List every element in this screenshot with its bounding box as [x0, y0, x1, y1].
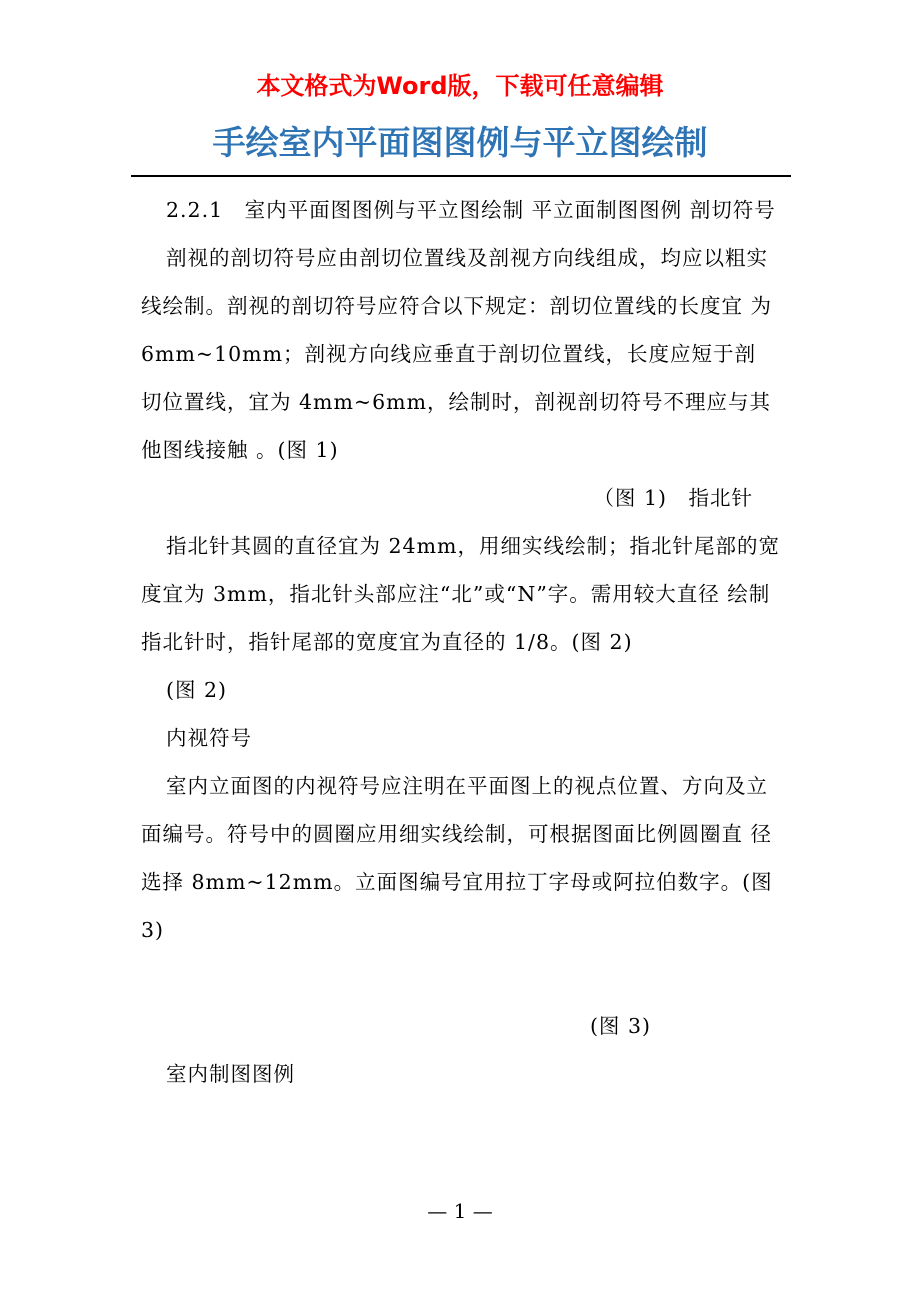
figure-3-space [141, 954, 781, 1002]
format-notice: 本文格式为Word版，下载可任意编辑 [256, 72, 664, 100]
north-arrow-paragraph: 指北针其圆的直径宜为 24mm，用细实线绘制；指北针尾部的宽 度宜为 3mm，指北针头部应注“北”或“N”字。需用较大直径 绘制指北针时，指针尾部的宽度宜为直径的 1/8。(图 2) [141, 534, 780, 654]
document-body [141, 186, 781, 1098]
figure-2-caption: (图 2) [166, 678, 228, 702]
title-divider [131, 175, 791, 177]
inner-view-paragraph: 室内立面图的内视符号应注明在平面图上的视点位置、方向及立 面编号。符号中的圆圈应用细实线绘制，可根据图面比例圆圈直 径选择 8mm~12mm。立面图编号宜用拉丁字母或阿拉伯数字。(图 3) [141, 774, 773, 942]
page-number: — 1 — [427, 1199, 493, 1223]
figure-3-caption: (图 3) [589, 1014, 651, 1038]
legend-heading: 室内制图图例 [166, 1062, 295, 1086]
section-symbol-paragraph: 剖视的剖切符号应由剖切位置线及剖视方向线组成，均应以粗实 线绘制。剖视的剖切符号应符合以下规定：剖切位置线的长度宜 为 6mm~10mm；剖视方向线应垂直于剖切位置线，长度应短于剖 切位置线，宜为 4mm~6mm，绘制时，剖视剖切符号不理应与其 他图线接触 。(图 1) [141, 246, 773, 462]
document-title: 手绘室内平面图图例与平立图绘制 [212, 123, 708, 162]
figure-1-caption: （图 1) 指北针 [593, 486, 753, 510]
inner-view-heading: 内视符号 [166, 726, 252, 750]
section-intro-paragraph: 2.2.1 室内平面图图例与平立图绘制 平立面制图图例 剖切符号 [166, 198, 776, 222]
